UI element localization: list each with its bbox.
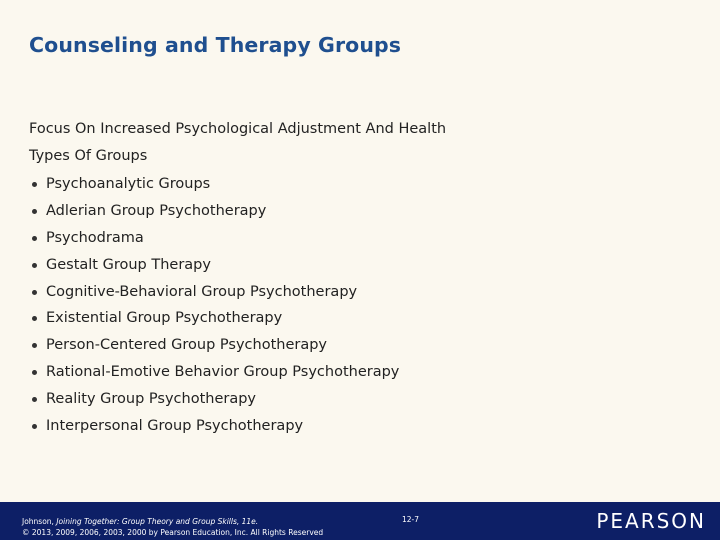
bullet-icon (32, 263, 37, 268)
bullet-icon (32, 209, 37, 214)
citation (22, 517, 323, 538)
bullet-icon (32, 343, 37, 348)
page-number: 12-7 (402, 515, 420, 524)
list-item: Existential Group Psychotherapy (29, 309, 399, 336)
types-heading: Types Of Groups (29, 148, 148, 164)
list-item: Rational-Emotive Behavior Group Psychotherapy (29, 363, 399, 390)
list-item: Interpersonal Group Psychotherapy (29, 417, 399, 444)
bullet-icon (32, 290, 37, 295)
pearson-logo: PEARSON (596, 509, 706, 533)
copyright-text: © 2013, 2009, 2006, 2003, 2000 by Pearson Education, Inc. All Rights Reserved (22, 527, 324, 537)
bullet-icon (32, 316, 37, 321)
list-item: Reality Group Psychotherapy (29, 390, 399, 417)
bullet-icon (32, 182, 37, 187)
list-item: Gestalt Group Therapy (29, 256, 399, 283)
bullet-icon (32, 370, 37, 375)
slide-title: Counseling and Therapy Groups (29, 33, 402, 57)
focus-text: Focus On Increased Psychological Adjustment And Health (29, 121, 447, 137)
list-item: Adlerian Group Psychotherapy (29, 202, 399, 229)
footer-bar (0, 502, 720, 540)
group-types-list (29, 175, 399, 444)
book-title: Joining Together: Group Theory and Group Skills, 11e. (56, 517, 259, 526)
bullet-icon (32, 424, 37, 429)
list-item: Cognitive-Behavioral Group Psychotherapy (29, 283, 399, 310)
list-item: Person-Centered Group Psychotherapy (29, 336, 399, 363)
list-item: Psychodrama (29, 229, 399, 256)
bullet-icon (32, 236, 37, 241)
bullet-icon (32, 397, 37, 402)
citation-line-1: Johnson, Joining Together: Group Theory and Group Skills, 11e. (22, 517, 259, 526)
list-item: Psychoanalytic Groups (29, 175, 399, 202)
